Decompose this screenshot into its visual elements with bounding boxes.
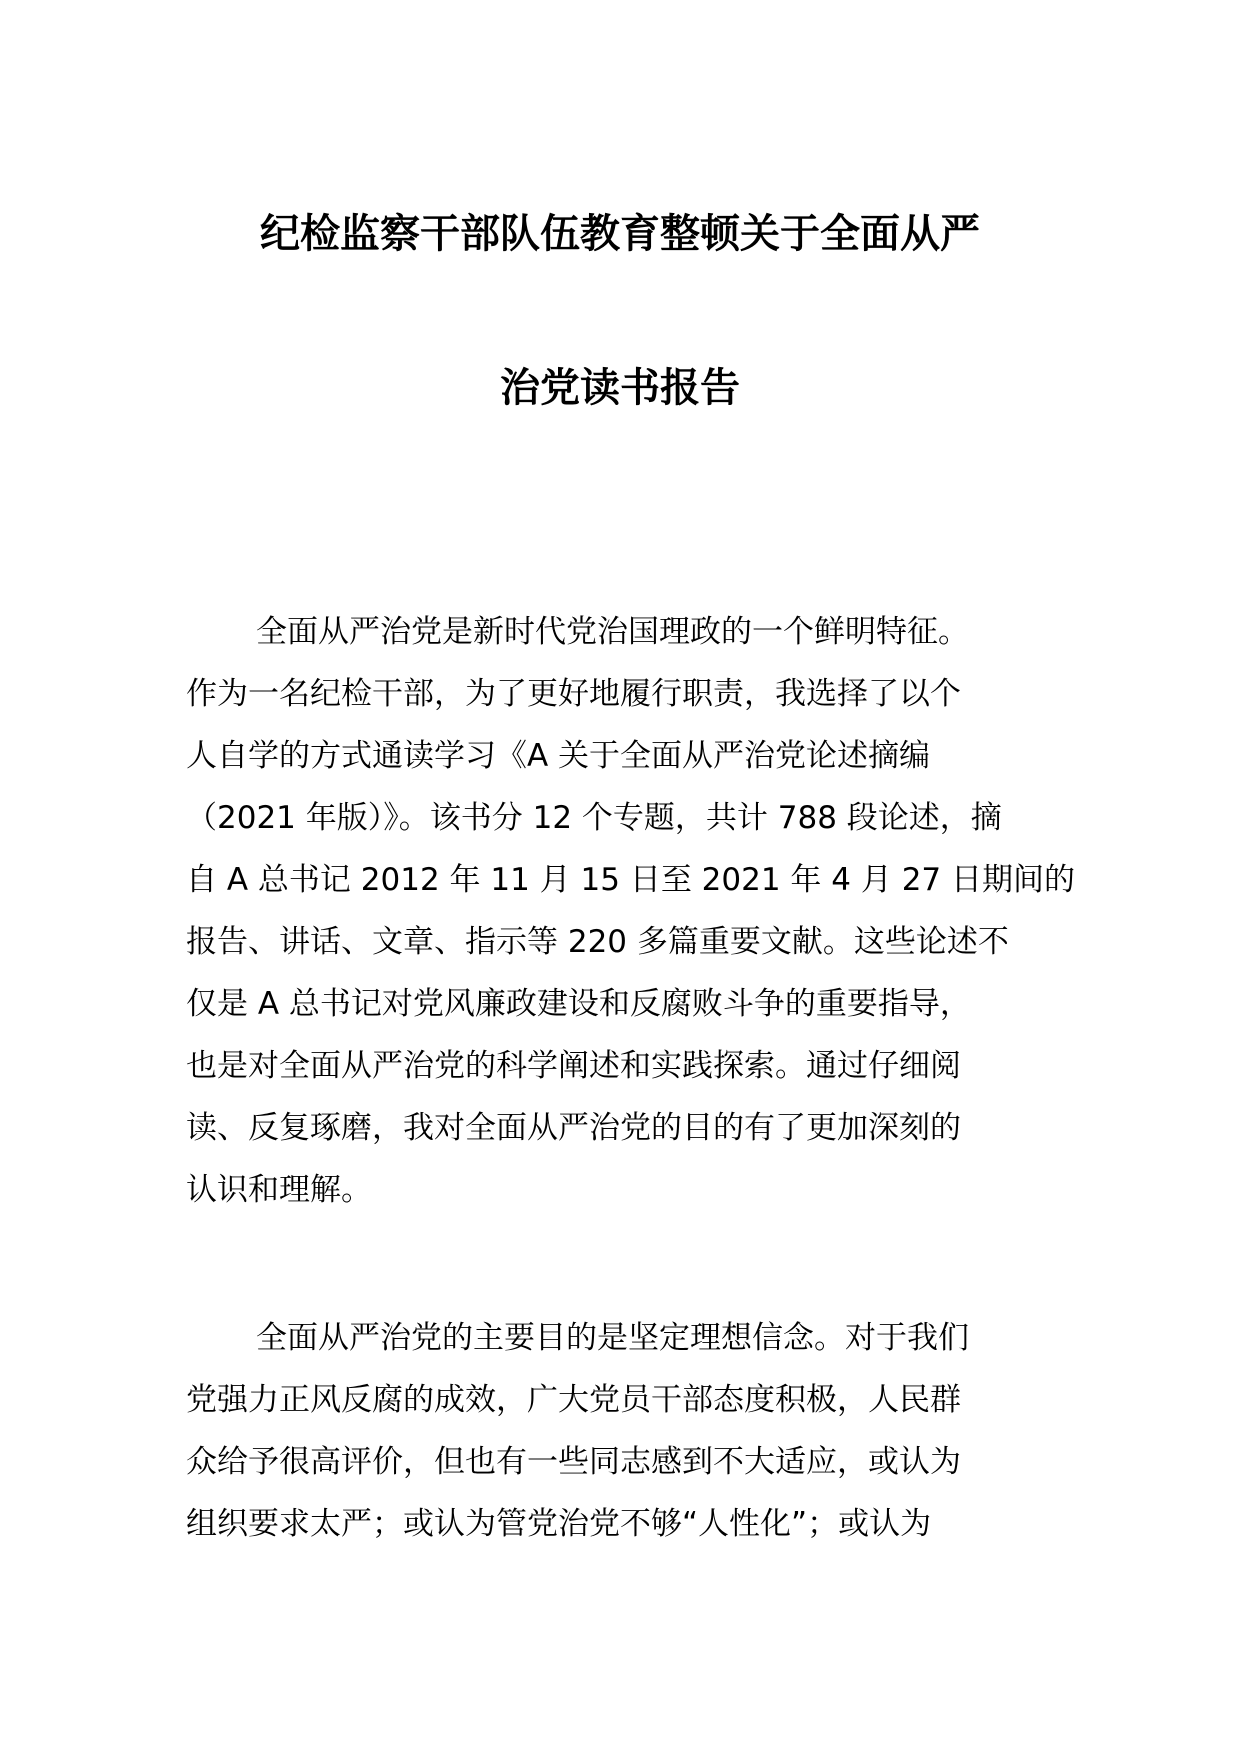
paragraph-line: 组织要求太严；或认为管党治党不够“人性化”；或认为 (186, 1506, 932, 1542)
paragraph-line: 认识和理解。 (186, 1172, 372, 1208)
paragraph-line: 全面从严治党的主要目的是坚定理想信念。对于我们 (256, 1320, 969, 1356)
paragraph-line: 也是对全面从严治党的科学阐述和实践探索。通过仔细阅 (186, 1048, 961, 1084)
paragraph-line: （2021 年版）》。该书分 12 个专题，共计 788 段论述，摘 (186, 800, 1002, 836)
paragraph-line: 仅是 A 总书记对党风廉政建设和反腐败斗争的重要指导， (186, 986, 971, 1022)
paragraph-line: 人自学的方式通读学习《A 关于全面从严治党论述摘编 (186, 738, 931, 774)
paragraph-line: 众给予很高评价，但也有一些同志感到不大适应，或认为 (186, 1444, 961, 1480)
paragraph-line: 读、反复琢磨，我对全面从严治党的目的有了更加深刻的 (186, 1110, 961, 1146)
paragraph-line: 作为一名纪检干部，为了更好地履行职责，我选择了以个 (186, 676, 961, 712)
paragraph-line: 自 A 总书记 2012 年 11 月 15 日至 2021 年 4 月 27 日期间的 (186, 862, 1076, 898)
paragraph-line: 全面从严治党是新时代党治国理政的一个鲜明特征。 (256, 614, 969, 650)
document-title-line-1: 纪检监察干部队伍教育整顿关于全面从严 (260, 211, 980, 257)
paragraph-line: 党强力正风反腐的成效，广大党员干部态度积极，人民群 (186, 1382, 961, 1418)
paragraph-line: 报告、讲话、文章、指示等 220 多篇重要文献。这些论述不 (186, 924, 1009, 960)
document-title-line-2: 治党读书报告 (500, 365, 740, 411)
